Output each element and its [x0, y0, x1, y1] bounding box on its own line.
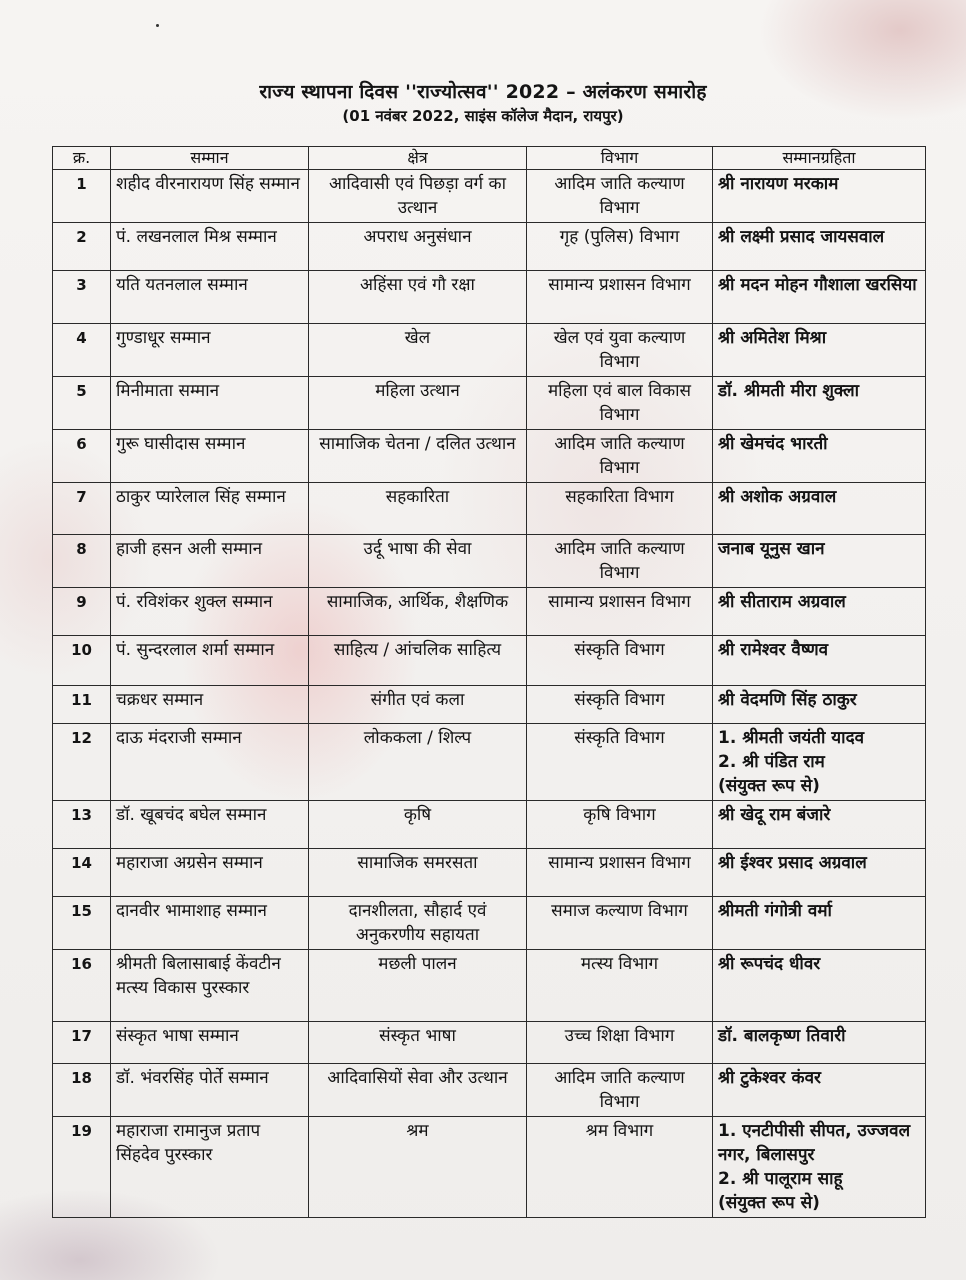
- row-serial-number: 12: [53, 724, 111, 801]
- recipient-name: 1. एनटीपीसी सीपत, उज्जवल नगर, बिलासपुर: [718, 1121, 911, 1165]
- table-header-row: [53, 147, 926, 170]
- recipient-name: श्री वेदमणि सिंह ठाकुर: [718, 690, 857, 710]
- recipient-name: श्री टुकेश्वर कंवर: [718, 1068, 821, 1088]
- row-serial-number: 13: [53, 801, 111, 849]
- row-department: आदिम जाति कल्याण विभाग: [527, 170, 713, 223]
- row-field: लोककला / शिल्प: [309, 724, 527, 801]
- table-row: [53, 271, 926, 324]
- row-field: आदिवासी एवं पिछड़ा वर्ग का उत्थान: [309, 170, 527, 223]
- row-field: सामाजिक समरसता: [309, 849, 527, 897]
- row-award-name: पं. रविशंकर शुक्ल सम्मान: [111, 588, 309, 636]
- recipient-name: श्री खेमचंद भारती: [718, 434, 828, 454]
- row-recipients: [713, 801, 926, 849]
- row-recipients: [713, 430, 926, 483]
- column-header-award: सम्मान: [111, 147, 309, 170]
- row-recipients: [713, 535, 926, 588]
- row-recipients: [713, 377, 926, 430]
- table-row: [53, 483, 926, 535]
- row-award-name: डॉ. खूबचंद बघेल सम्मान: [111, 801, 309, 849]
- speck: [156, 24, 159, 27]
- row-field: मछली पालन: [309, 950, 527, 1022]
- row-award-name: संस्कृत भाषा सम्मान: [111, 1022, 309, 1064]
- table-row: [53, 588, 926, 636]
- row-department: आदिम जाति कल्याण विभाग: [527, 535, 713, 588]
- row-field: अहिंसा एवं गौ रक्षा: [309, 271, 527, 324]
- row-department: महिला एवं बाल विकास विभाग: [527, 377, 713, 430]
- recipient-name: श्री ईश्वर प्रसाद अग्रवाल: [718, 853, 867, 873]
- recipient-name: श्रीमती गंगोत्री वर्मा: [718, 901, 832, 921]
- table-row: [53, 849, 926, 897]
- recipient-name: 2. श्री पंडित राम: [718, 752, 825, 772]
- row-award-name: शहीद वीरनारायण सिंह सम्मान: [111, 170, 309, 223]
- table-row: [53, 1064, 926, 1117]
- row-field: संगीत एवं कला: [309, 686, 527, 724]
- row-award-name: मिनीमाता सम्मान: [111, 377, 309, 430]
- row-recipients: [713, 1064, 926, 1117]
- recipient-name: श्री रूपचंद धीवर: [718, 954, 821, 974]
- row-recipients: [713, 223, 926, 271]
- row-department: सामान्य प्रशासन विभाग: [527, 588, 713, 636]
- row-recipients: [713, 588, 926, 636]
- row-award-name: हाजी हसन अली सम्मान: [111, 535, 309, 588]
- column-header-field: क्षेत्र: [309, 147, 527, 170]
- recipient-name: डॉ. श्रीमती मीरा शुक्ला: [718, 381, 860, 401]
- recipient-name: श्री अमितेश मिश्रा: [718, 328, 827, 348]
- row-department: श्रम विभाग: [527, 1117, 713, 1218]
- row-field: सामाजिक चेतना / दलित उत्थान: [309, 430, 527, 483]
- row-serial-number: 19: [53, 1117, 111, 1218]
- recipient-name: (संयुक्त रूप से): [718, 776, 820, 796]
- row-recipients: [713, 271, 926, 324]
- row-recipients: [713, 636, 926, 686]
- page-title: राज्य स्थापना दिवस ''राज्योत्सव'' 2022 – अलंकरण समारोह: [259, 81, 707, 103]
- column-header-department: विभाग: [527, 147, 713, 170]
- row-department: गृह (पुलिस) विभाग: [527, 223, 713, 271]
- row-department: सहकारिता विभाग: [527, 483, 713, 535]
- row-department: आदिम जाति कल्याण विभाग: [527, 430, 713, 483]
- row-field: कृषि: [309, 801, 527, 849]
- recipient-name: 2. श्री पालूराम साहू: [718, 1169, 843, 1189]
- table-row: [53, 430, 926, 483]
- row-department: संस्कृति विभाग: [527, 636, 713, 686]
- recipient-name: श्री मदन मोहन गौशाला खरसिया: [718, 275, 917, 295]
- column-header-recipient: सम्मानग्रहिता: [713, 147, 926, 170]
- row-department: आदिम जाति कल्याण विभाग: [527, 1064, 713, 1117]
- row-award-name: दानवीर भामाशाह सम्मान: [111, 897, 309, 950]
- row-serial-number: 1: [53, 170, 111, 223]
- row-recipients: [713, 897, 926, 950]
- page-subtitle: (01 नवंबर 2022, साइंस कॉलेज मैदान, रायपुर): [342, 107, 624, 125]
- row-department: मत्स्य विभाग: [527, 950, 713, 1022]
- row-department: कृषि विभाग: [527, 801, 713, 849]
- row-department: खेल एवं युवा कल्याण विभाग: [527, 324, 713, 377]
- row-field: साहित्य / आंचलिक साहित्य: [309, 636, 527, 686]
- row-serial-number: 10: [53, 636, 111, 686]
- row-field: आदिवासियों सेवा और उत्थान: [309, 1064, 527, 1117]
- table-row: [53, 377, 926, 430]
- table-body: [53, 170, 926, 1218]
- table-row: [53, 724, 926, 801]
- row-award-name: चक्रधर सम्मान: [111, 686, 309, 724]
- row-recipients: [713, 950, 926, 1022]
- recipient-name: श्री खेदू राम बंजारे: [718, 805, 831, 825]
- table-row: [53, 897, 926, 950]
- row-recipients: [713, 1117, 926, 1218]
- row-award-name: महाराजा अग्रसेन सम्मान: [111, 849, 309, 897]
- table-row: [53, 223, 926, 271]
- row-department: समाज कल्याण विभाग: [527, 897, 713, 950]
- table-row: [53, 324, 926, 377]
- row-award-name: ठाकुर प्यारेलाल सिंह सम्मान: [111, 483, 309, 535]
- row-recipients: [713, 1022, 926, 1064]
- recipient-name: डॉ. बालकृष्ण तिवारी: [718, 1026, 846, 1046]
- row-field: श्रम: [309, 1117, 527, 1218]
- table-row: [53, 170, 926, 223]
- row-field: दानशीलता, सौहार्द एवं अनुकरणीय सहायता: [309, 897, 527, 950]
- table-row: [53, 535, 926, 588]
- row-serial-number: 14: [53, 849, 111, 897]
- recipient-name: 1. श्रीमती जयंती यादव: [718, 728, 865, 748]
- row-department: सामान्य प्रशासन विभाग: [527, 849, 713, 897]
- table-row: [53, 1117, 926, 1218]
- row-field: सहकारिता: [309, 483, 527, 535]
- row-recipients: [713, 849, 926, 897]
- row-field: सामाजिक, आर्थिक, शैक्षणिक: [309, 588, 527, 636]
- row-department: संस्कृति विभाग: [527, 686, 713, 724]
- awards-table: [52, 146, 926, 1218]
- row-serial-number: 6: [53, 430, 111, 483]
- row-recipients: [713, 170, 926, 223]
- row-serial-number: 11: [53, 686, 111, 724]
- row-serial-number: 3: [53, 271, 111, 324]
- recipient-name: श्री नारायण मरकाम: [718, 174, 839, 194]
- row-serial-number: 16: [53, 950, 111, 1022]
- row-recipients: [713, 686, 926, 724]
- row-department: सामान्य प्रशासन विभाग: [527, 271, 713, 324]
- row-serial-number: 15: [53, 897, 111, 950]
- row-award-name: श्रीमती बिलासाबाई केंवटीन मत्स्य विकास पुरस्कार: [111, 950, 309, 1022]
- recipient-name: (संयुक्त रूप से): [718, 1193, 820, 1213]
- table-row: [53, 1022, 926, 1064]
- row-recipients: [713, 324, 926, 377]
- row-serial-number: 17: [53, 1022, 111, 1064]
- table-row: [53, 636, 926, 686]
- row-serial-number: 4: [53, 324, 111, 377]
- recipient-name: जनाब यूनुस खान: [718, 539, 825, 559]
- row-department: उच्च शिक्षा विभाग: [527, 1022, 713, 1064]
- row-award-name: डॉ. भंवरसिंह पोर्ते सम्मान: [111, 1064, 309, 1117]
- row-department: संस्कृति विभाग: [527, 724, 713, 801]
- recipient-name: श्री सीताराम अग्रवाल: [718, 592, 846, 612]
- row-recipients: [713, 483, 926, 535]
- row-award-name: दाऊ मंदराजी सम्मान: [111, 724, 309, 801]
- row-recipients: [713, 724, 926, 801]
- row-serial-number: 8: [53, 535, 111, 588]
- row-serial-number: 7: [53, 483, 111, 535]
- row-award-name: पं. सुन्दरलाल शर्मा सम्मान: [111, 636, 309, 686]
- row-serial-number: 18: [53, 1064, 111, 1117]
- row-field: उर्दू भाषा की सेवा: [309, 535, 527, 588]
- row-award-name: गुरू घासीदास सम्मान: [111, 430, 309, 483]
- row-serial-number: 9: [53, 588, 111, 636]
- table-row: [53, 950, 926, 1022]
- row-award-name: गुण्डाधूर सम्मान: [111, 324, 309, 377]
- row-field: महिला उत्थान: [309, 377, 527, 430]
- row-award-name: पं. लखनलाल मिश्र सम्मान: [111, 223, 309, 271]
- row-award-name: महाराजा रामानुज प्रताप सिंहदेव पुरस्कार: [111, 1117, 309, 1218]
- column-header-serial: क्र.: [53, 147, 111, 170]
- row-field: खेल: [309, 324, 527, 377]
- recipient-name: श्री लक्ष्मी प्रसाद जायसवाल: [718, 227, 885, 247]
- row-field: अपराध अनुसंधान: [309, 223, 527, 271]
- recipient-name: श्री अशोक अग्रवाल: [718, 487, 837, 507]
- row-serial-number: 5: [53, 377, 111, 430]
- table-row: [53, 801, 926, 849]
- table-row: [53, 686, 926, 724]
- row-serial-number: 2: [53, 223, 111, 271]
- recipient-name: श्री रामेश्वर वैष्णव: [718, 640, 829, 660]
- row-award-name: यति यतनलाल सम्मान: [111, 271, 309, 324]
- row-field: संस्कृत भाषा: [309, 1022, 527, 1064]
